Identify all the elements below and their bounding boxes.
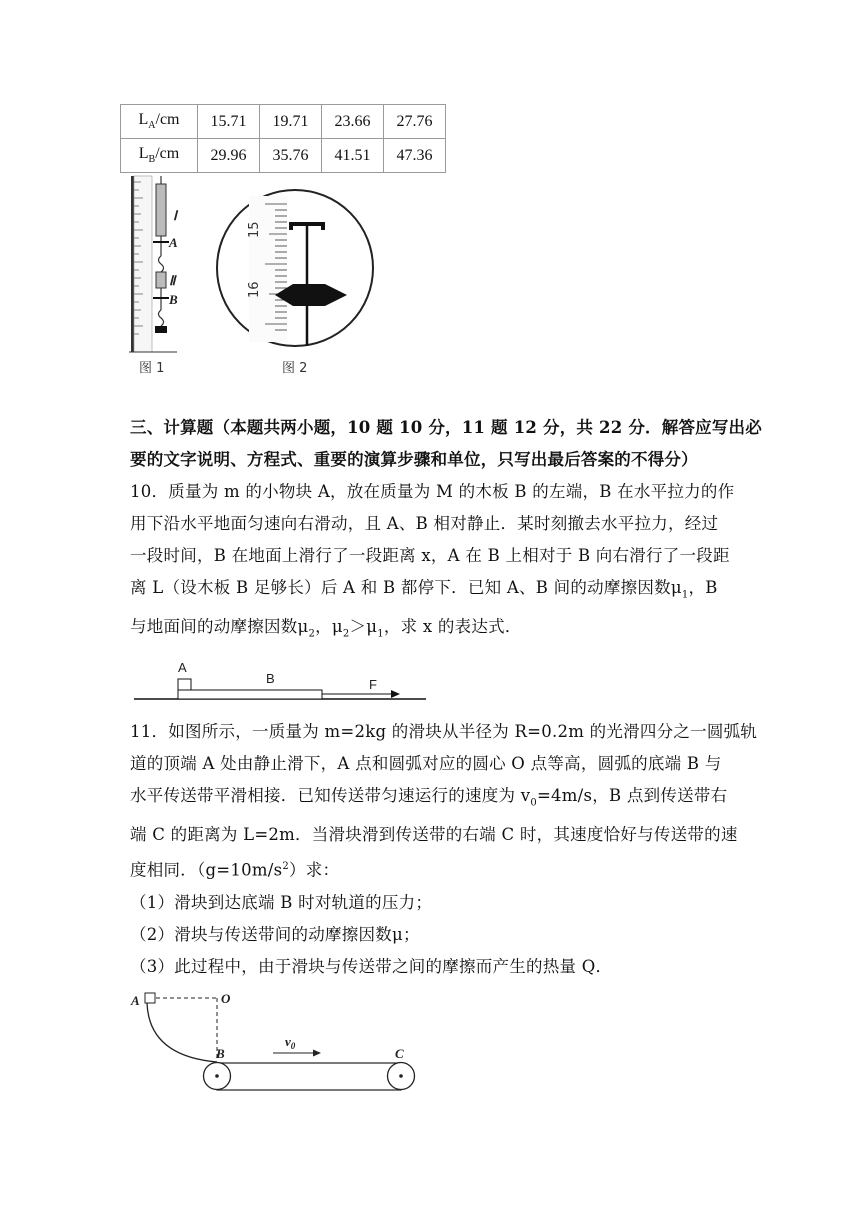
arc-conveyor-figure	[125, 984, 425, 1096]
table-cell: 27.76	[384, 105, 446, 139]
text-line: 与地面间的动摩擦因数$\mu_2$，$\mu_2>\mu_1$，求 x 的表达式．	[130, 617, 522, 640]
spring-1-label: Ⅰ	[173, 208, 177, 223]
row-label: $L_A/cm$	[121, 105, 198, 139]
spring-figures	[125, 172, 395, 378]
velocity-label: $v_0$	[285, 1034, 296, 1051]
text-line: 一段时间，B 在地面上滑行了一段距离 x，A 在 B 上相对于 B 向右滑行了一段距	[130, 546, 730, 565]
heading-line: 要的文字说明、方程式、重要的演算步骤和单位，只写出最后答案的不得分）	[130, 450, 698, 469]
text-line: 道的顶端 A 处由静止滑下，A 点和圆弧对应的圆心 O 点等高，圆弧的底端 B 与	[130, 754, 722, 773]
question-10	[130, 476, 736, 651]
figure-1-ruler-springs	[129, 176, 179, 376]
table-cell: 29.96	[198, 139, 260, 173]
row-label: $L_B/cm$	[121, 139, 198, 173]
table-row	[121, 139, 446, 173]
table-row	[121, 105, 446, 139]
point-b-label: B	[169, 292, 178, 307]
board-b-label: B	[266, 671, 275, 686]
figure-1-caption: 图 1	[139, 361, 165, 376]
text-line: 度相同．$(g=10m/s^2)$求：	[130, 860, 340, 880]
table-cell: 41.51	[322, 139, 384, 173]
text-line: 端 C 的距离为 L=2m．当滑块滑到传送带的右端 C 时，其速度恰好与传送带的速	[130, 825, 738, 845]
point-o-label: O	[221, 991, 231, 1006]
table-cell: 19.71	[260, 105, 322, 139]
section-heading	[130, 412, 762, 476]
sub-question: （2）滑块与传送带间的动摩擦因数μ；	[130, 924, 420, 944]
table-cell: 15.71	[198, 105, 260, 139]
measurement-table	[120, 104, 446, 173]
heading-line: 三、计算题（本题共两小题，10 题 10 分，11 题 12 分，共 22 分．解答应写出必	[130, 418, 762, 437]
scale-label-16: 16	[247, 281, 262, 298]
text-line: 10．质量为 m 的小物块 A，放在质量为 M 的木板 B 的左端，B 在水平拉力的作	[130, 482, 735, 501]
sub-question: （3）此过程中，由于滑块与传送带之间的摩擦而产生的热量 Q．	[130, 956, 613, 976]
point-c-label: C	[395, 1046, 404, 1061]
table-cell: 47.36	[384, 139, 446, 173]
question-11	[130, 716, 758, 983]
figure-2-caption: 图 2	[282, 361, 308, 376]
text-line: 离 L（设木板 B 足够长）后 A 和 B 都停下．已知 A、B 间的动摩擦因数$\mu_1$，B	[130, 578, 718, 601]
table-cell: 35.76	[260, 139, 322, 173]
text-line: 水平传送带平滑相接．已知传送带匀速运行的速度为 $v_0=4m/s$，B 点到传送带右	[130, 786, 728, 809]
table-cell: 23.66	[322, 105, 384, 139]
block-a-label: A	[178, 660, 187, 675]
point-a-label: A	[131, 993, 140, 1008]
text-line: 11．如图所示，一质量为 m=2kg 的滑块从半径为 R=0.2m 的光滑四分之一圆弧轨	[130, 722, 758, 741]
figure-2-magnified-scale	[217, 190, 373, 376]
point-b-label: B	[216, 1046, 225, 1061]
text-line: 用下沿水平地面匀速向右滑动，且 A、B 相对静止．某时刻撤去水平拉力，经过	[130, 514, 719, 533]
spring-2-label: Ⅱ	[169, 273, 176, 288]
scale-label-15: 15	[247, 221, 262, 238]
force-f-label: F	[369, 677, 377, 692]
point-a-label: A	[169, 235, 178, 250]
sub-question: （1）滑块到达底端 B 时对轨道的压力；	[130, 892, 433, 912]
board-block-figure	[128, 655, 428, 707]
